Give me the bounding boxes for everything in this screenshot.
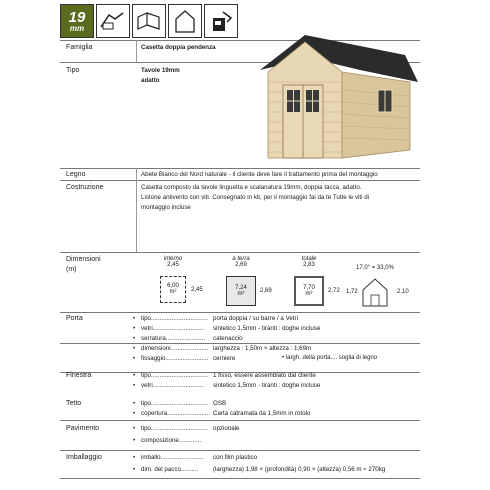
bullet: • bbox=[133, 325, 136, 332]
finestra-spec-row bbox=[133, 382, 320, 389]
divider bbox=[60, 312, 420, 313]
spec-value: 1 fisso, essere assemblato dal cliente bbox=[213, 372, 316, 379]
legno-label: Legno bbox=[66, 171, 86, 178]
imballaggio-spec-row bbox=[133, 454, 257, 461]
spec-value: sintetico 1,5mm - tiranti : doghe incluse bbox=[213, 382, 321, 389]
bullet: • bbox=[133, 425, 136, 432]
dim-a-terra-side: 2,69 bbox=[260, 288, 272, 294]
divider bbox=[60, 478, 420, 479]
tetto-spec-row bbox=[133, 410, 310, 417]
bullet: • bbox=[133, 355, 136, 362]
porta-label: Porta bbox=[66, 315, 83, 322]
divider bbox=[60, 450, 420, 451]
roof-right-height: 2,10 bbox=[397, 289, 409, 295]
roof-slope: 17,0° = 33,0% bbox=[356, 265, 394, 271]
tipo-label: Tipo bbox=[66, 67, 80, 74]
dim-interno-title: interno bbox=[163, 256, 183, 262]
divider bbox=[60, 180, 420, 181]
tetto-label: Tetto bbox=[66, 400, 82, 407]
bullet: • bbox=[133, 345, 136, 352]
costruzione-line-2: Listone antivento con viti. Consegnato in kit, per il montaggio fai da te Tutte le viti di bbox=[141, 194, 370, 201]
spec-value: sintetico 1,5mm - tiranti : doghe incluse bbox=[213, 325, 321, 332]
spec-key: composizione............. bbox=[141, 437, 202, 444]
spec-value: opzionale bbox=[213, 425, 240, 432]
paint-treatment-icon bbox=[204, 4, 238, 38]
spec-key: tipo................................. bbox=[141, 425, 208, 432]
divider bbox=[60, 420, 420, 421]
legno-value: Abete Bianco del Nord naturale - il cliente deve fare il trattamento prima del montaggio bbox=[141, 171, 378, 178]
spec-key: tipo................................. bbox=[141, 400, 208, 407]
spec-key: vetri.............................. bbox=[141, 382, 205, 389]
thickness-unit: mm bbox=[69, 23, 85, 33]
finestra-spec-row bbox=[133, 372, 316, 379]
column-divider bbox=[136, 40, 137, 63]
thickness-value: 19 bbox=[68, 8, 86, 26]
costruzione-line-1: Casetta composto da tavole linguetta e scalanatura 19mm, doppia tacca, adatto. bbox=[141, 184, 362, 191]
porta-extra: • largh. della porta.... soglia di legno bbox=[282, 355, 378, 361]
porta-spec-row bbox=[133, 315, 298, 322]
dim-interno-area-unit: m² bbox=[169, 289, 177, 295]
spec-value: larghezza : 1,50m × altezza : 1,69m bbox=[213, 345, 312, 352]
divider bbox=[60, 168, 420, 169]
bullet: • bbox=[133, 400, 136, 407]
costruzione-label: Costruzione bbox=[66, 184, 104, 191]
dim-interno-top: 2,45 bbox=[167, 262, 179, 268]
famiglia-value: Casetta doppia pendenza bbox=[141, 44, 216, 51]
spec-value: OSB bbox=[213, 400, 227, 407]
imballaggio-label: Imballaggio bbox=[66, 454, 102, 461]
pavimento-label: Pavimento bbox=[66, 425, 100, 432]
tipo-value-2: adatto bbox=[141, 77, 160, 84]
bullet: • bbox=[133, 466, 136, 473]
dimensioni-unit: (m) bbox=[66, 266, 77, 273]
dim-totale-title: totale bbox=[301, 256, 317, 262]
dim-totale bbox=[292, 256, 326, 268]
spec-value: con film plastico bbox=[213, 454, 258, 461]
tipo-value-1: Tavole 19mm bbox=[141, 67, 180, 74]
finestra-label: Finestra bbox=[66, 372, 92, 379]
dim-totale-area-unit: m² bbox=[305, 291, 313, 297]
bullet: • bbox=[133, 335, 136, 342]
dim-a-terra bbox=[224, 256, 258, 268]
dim-totale-area: 7,70 bbox=[303, 285, 315, 291]
dim-a-terra-title: a terra bbox=[232, 256, 250, 262]
spec-key: copertura......................... bbox=[141, 410, 211, 417]
porta-spec-row bbox=[133, 325, 320, 332]
house-shape-icon bbox=[168, 4, 202, 38]
dimensioni-label: Dimensioni bbox=[66, 256, 101, 263]
roof-left-height: 1,72 bbox=[346, 289, 358, 295]
tetto-spec-row bbox=[133, 400, 226, 407]
spec-key: vetri.............................. bbox=[141, 325, 205, 332]
bullet: • bbox=[133, 382, 136, 389]
bullet: • bbox=[133, 410, 136, 417]
dim-a-terra-box bbox=[226, 276, 256, 306]
dim-totale-box bbox=[294, 276, 324, 306]
spec-key: tipo................................. bbox=[141, 372, 208, 379]
pavimento-spec-row bbox=[133, 437, 213, 444]
dim-interno bbox=[158, 256, 188, 268]
divider bbox=[60, 252, 420, 253]
dim-a-terra-area-unit: m² bbox=[237, 291, 245, 297]
dim-interno-side: 2,45 bbox=[191, 287, 203, 293]
assembly-icon bbox=[132, 4, 166, 38]
spec-value: (larghezza) 1,98 × (profondità) 0,90 × (altezza) 0,56 m ≈ 270kg bbox=[213, 466, 386, 473]
house-profile-icon bbox=[360, 276, 390, 308]
dim-a-terra-area: 7,24 bbox=[235, 285, 247, 291]
dim-totale-top: 2,83 bbox=[303, 262, 315, 268]
shed-illustration bbox=[250, 30, 425, 160]
bullet: • bbox=[133, 454, 136, 461]
bullet: • bbox=[133, 315, 136, 322]
spec-key: fissaggio......................... bbox=[141, 355, 209, 362]
famiglia-label: Famiglia bbox=[66, 44, 93, 51]
feature-icon-strip bbox=[60, 4, 238, 38]
spec-key: serratura....................... bbox=[141, 335, 206, 342]
dim-a-terra-top: 2,69 bbox=[235, 262, 247, 268]
spec-value: cerniere bbox=[213, 355, 236, 362]
bullet: • bbox=[133, 372, 136, 379]
costruzione-line-3: montaggio incluse bbox=[141, 204, 191, 211]
spec-value: catenaccio bbox=[213, 335, 243, 342]
spec-key: dim. del pacco.......... bbox=[141, 466, 199, 473]
porta-spec-row bbox=[133, 335, 243, 342]
screw-kit-icon bbox=[96, 4, 130, 38]
spec-value: Carta catramata da 1,5mm in rotolo bbox=[213, 410, 311, 417]
divider bbox=[60, 343, 420, 344]
dim-interno-box bbox=[160, 276, 186, 303]
thickness-badge bbox=[60, 4, 94, 38]
column-divider bbox=[136, 168, 137, 252]
bullet: • bbox=[133, 437, 136, 444]
porta-spec-row bbox=[133, 355, 235, 362]
spec-key: tipo................................. bbox=[141, 315, 208, 322]
dim-interno-area: 6,00 bbox=[167, 283, 179, 289]
imballaggio-spec-row bbox=[133, 466, 385, 473]
spec-key: imballo......................... bbox=[141, 454, 204, 461]
dim-totale-side: 2,72 bbox=[328, 288, 340, 294]
pavimento-spec-row bbox=[133, 425, 240, 432]
spec-value: porta doppia / su barre / a Vetri bbox=[213, 315, 298, 322]
spec-key: dimensioni...................... bbox=[141, 345, 209, 352]
porta-spec-row bbox=[133, 345, 311, 352]
